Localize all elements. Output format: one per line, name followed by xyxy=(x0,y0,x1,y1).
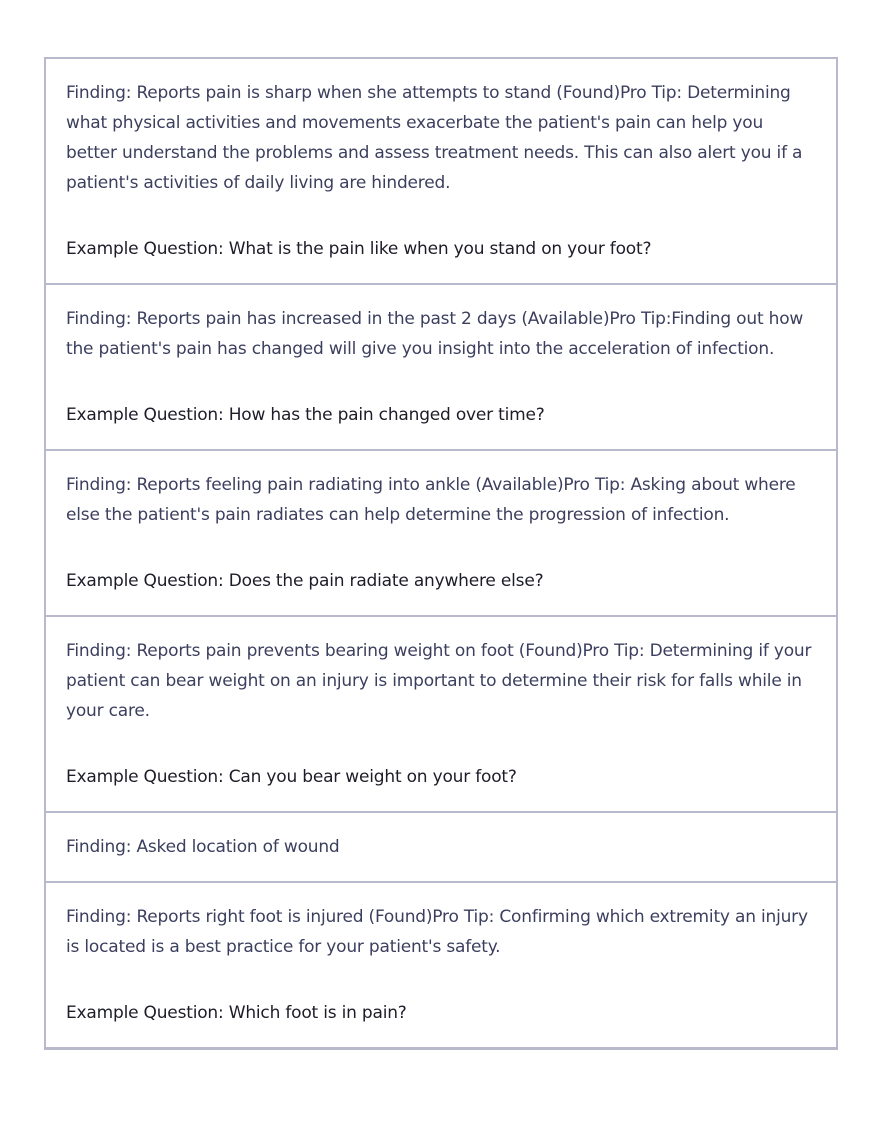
finding-row xyxy=(46,285,836,451)
finding-row xyxy=(46,59,836,285)
finding-text: Finding: Asked location of wound xyxy=(66,837,340,857)
finding-text: Finding: Reports right foot is injured (Found)Pro Tip: Confirming which extremity an injury is located is a best practice for your patient's safety. xyxy=(66,907,808,957)
example-question: Example Question: Which foot is in pain? xyxy=(66,1003,407,1023)
finding-text: Finding: Reports feeling pain radiating into ankle (Available)Pro Tip: Asking about where else the patient's pain radiates can help determine the progression of infection. xyxy=(66,475,796,525)
example-question: Example Question: Does the pain radiate anywhere else? xyxy=(66,571,544,591)
finding-row xyxy=(46,451,836,617)
finding-text: Finding: Reports pain is sharp when she attempts to stand (Found)Pro Tip: Determining what physical activities and movements exacerbate the patient's pain can help you better understand the problems and assess treatment needs. This can also alert you if a patient's activities of daily living are hindered. xyxy=(66,83,803,193)
finding-row xyxy=(46,813,836,883)
example-question: Example Question: Can you bear weight on your foot? xyxy=(66,767,517,787)
example-question: Example Question: What is the pain like when you stand on your foot? xyxy=(66,239,652,259)
finding-row xyxy=(46,883,836,1049)
example-question: Example Question: How has the pain changed over time? xyxy=(66,405,545,425)
finding-text: Finding: Reports pain has increased in the past 2 days (Available)Pro Tip:Finding out how the patient's pain has changed will give you insight into the acceleration of infection. xyxy=(66,309,804,359)
finding-row xyxy=(46,617,836,813)
finding-text: Finding: Reports pain prevents bearing weight on foot (Found)Pro Tip: Determining if your patient can bear weight on an injury is important to determine their risk for falls while in your care. xyxy=(66,641,812,721)
findings-table xyxy=(44,57,838,1050)
